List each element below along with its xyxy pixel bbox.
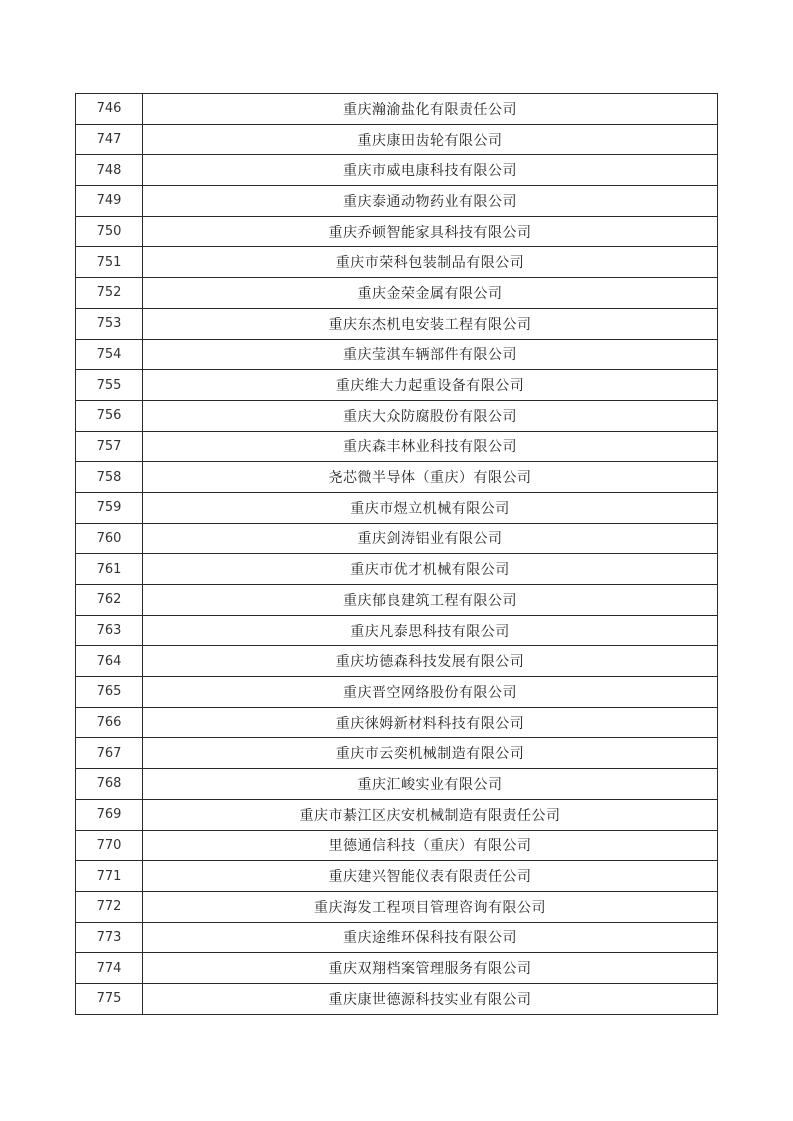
table-row bbox=[76, 861, 718, 892]
table-row bbox=[76, 983, 718, 1014]
row-number: 755 bbox=[76, 370, 143, 401]
company-name: 重庆市威电康科技有限公司 bbox=[143, 155, 718, 186]
table-row bbox=[76, 216, 718, 247]
table-row bbox=[76, 492, 718, 523]
company-name: 重庆瀚渝盐化有限责任公司 bbox=[143, 94, 718, 125]
company-name: 重庆市荣科包装制品有限公司 bbox=[143, 247, 718, 278]
table-row bbox=[76, 124, 718, 155]
row-number: 748 bbox=[76, 155, 143, 186]
table-row bbox=[76, 94, 718, 125]
company-name: 重庆建兴智能仪表有限责任公司 bbox=[143, 861, 718, 892]
table-row bbox=[76, 370, 718, 401]
table-row bbox=[76, 585, 718, 616]
table-row bbox=[76, 462, 718, 493]
row-number: 764 bbox=[76, 646, 143, 677]
company-name: 重庆海发工程项目管理咨询有限公司 bbox=[143, 891, 718, 922]
table-row bbox=[76, 431, 718, 462]
row-number: 766 bbox=[76, 707, 143, 738]
row-number: 747 bbox=[76, 124, 143, 155]
table-row bbox=[76, 615, 718, 646]
table-row bbox=[76, 830, 718, 861]
company-name: 重庆郁良建筑工程有限公司 bbox=[143, 585, 718, 616]
row-number: 758 bbox=[76, 462, 143, 493]
table-row bbox=[76, 891, 718, 922]
row-number: 757 bbox=[76, 431, 143, 462]
row-number: 753 bbox=[76, 308, 143, 339]
table-row bbox=[76, 155, 718, 186]
company-name: 重庆维大力起重设备有限公司 bbox=[143, 370, 718, 401]
row-number: 762 bbox=[76, 585, 143, 616]
table-row bbox=[76, 769, 718, 800]
company-name: 重庆泰通动物药业有限公司 bbox=[143, 186, 718, 217]
row-number: 767 bbox=[76, 738, 143, 769]
company-name: 重庆市云奕机械制造有限公司 bbox=[143, 738, 718, 769]
company-list-table bbox=[75, 93, 718, 1015]
row-number: 750 bbox=[76, 216, 143, 247]
row-number: 763 bbox=[76, 615, 143, 646]
table-row bbox=[76, 738, 718, 769]
company-name: 尧芯微半导体（重庆）有限公司 bbox=[143, 462, 718, 493]
row-number: 768 bbox=[76, 769, 143, 800]
company-name: 重庆双翔档案管理服务有限公司 bbox=[143, 953, 718, 984]
row-number: 769 bbox=[76, 799, 143, 830]
table-row bbox=[76, 799, 718, 830]
company-name: 重庆金荣金属有限公司 bbox=[143, 278, 718, 309]
company-name: 重庆晋空网络股份有限公司 bbox=[143, 677, 718, 708]
row-number: 760 bbox=[76, 523, 143, 554]
company-name: 重庆乔顿智能家具科技有限公司 bbox=[143, 216, 718, 247]
table-row bbox=[76, 339, 718, 370]
company-name: 重庆大众防腐股份有限公司 bbox=[143, 400, 718, 431]
company-name: 重庆徕姆新材料科技有限公司 bbox=[143, 707, 718, 738]
company-name: 重庆康田齿轮有限公司 bbox=[143, 124, 718, 155]
row-number: 746 bbox=[76, 94, 143, 125]
row-number: 772 bbox=[76, 891, 143, 922]
company-name: 重庆剑涛铝业有限公司 bbox=[143, 523, 718, 554]
row-number: 770 bbox=[76, 830, 143, 861]
table-row bbox=[76, 707, 718, 738]
table-row bbox=[76, 186, 718, 217]
row-number: 774 bbox=[76, 953, 143, 984]
table-row bbox=[76, 554, 718, 585]
row-number: 765 bbox=[76, 677, 143, 708]
company-name: 重庆莹淇车辆部件有限公司 bbox=[143, 339, 718, 370]
table-row bbox=[76, 523, 718, 554]
row-number: 773 bbox=[76, 922, 143, 953]
table-row bbox=[76, 278, 718, 309]
table-row bbox=[76, 677, 718, 708]
company-list-body bbox=[76, 94, 718, 1015]
company-name: 重庆坊德森科技发展有限公司 bbox=[143, 646, 718, 677]
company-name: 重庆森丰林业科技有限公司 bbox=[143, 431, 718, 462]
row-number: 751 bbox=[76, 247, 143, 278]
company-name: 重庆康世德源科技实业有限公司 bbox=[143, 983, 718, 1014]
row-number: 771 bbox=[76, 861, 143, 892]
table-row bbox=[76, 922, 718, 953]
row-number: 775 bbox=[76, 983, 143, 1014]
company-name: 重庆市煜立机械有限公司 bbox=[143, 492, 718, 523]
row-number: 761 bbox=[76, 554, 143, 585]
company-name: 重庆东杰机电安装工程有限公司 bbox=[143, 308, 718, 339]
row-number: 749 bbox=[76, 186, 143, 217]
table-row bbox=[76, 400, 718, 431]
company-name: 里德通信科技（重庆）有限公司 bbox=[143, 830, 718, 861]
row-number: 752 bbox=[76, 278, 143, 309]
company-name: 重庆凡泰思科技有限公司 bbox=[143, 615, 718, 646]
table-row bbox=[76, 646, 718, 677]
table-row bbox=[76, 308, 718, 339]
company-name: 重庆汇峻实业有限公司 bbox=[143, 769, 718, 800]
table-row bbox=[76, 953, 718, 984]
row-number: 756 bbox=[76, 400, 143, 431]
table-row bbox=[76, 247, 718, 278]
company-name: 重庆途维环保科技有限公司 bbox=[143, 922, 718, 953]
row-number: 754 bbox=[76, 339, 143, 370]
row-number: 759 bbox=[76, 492, 143, 523]
company-name: 重庆市綦江区庆安机械制造有限责任公司 bbox=[143, 799, 718, 830]
company-name: 重庆市优才机械有限公司 bbox=[143, 554, 718, 585]
